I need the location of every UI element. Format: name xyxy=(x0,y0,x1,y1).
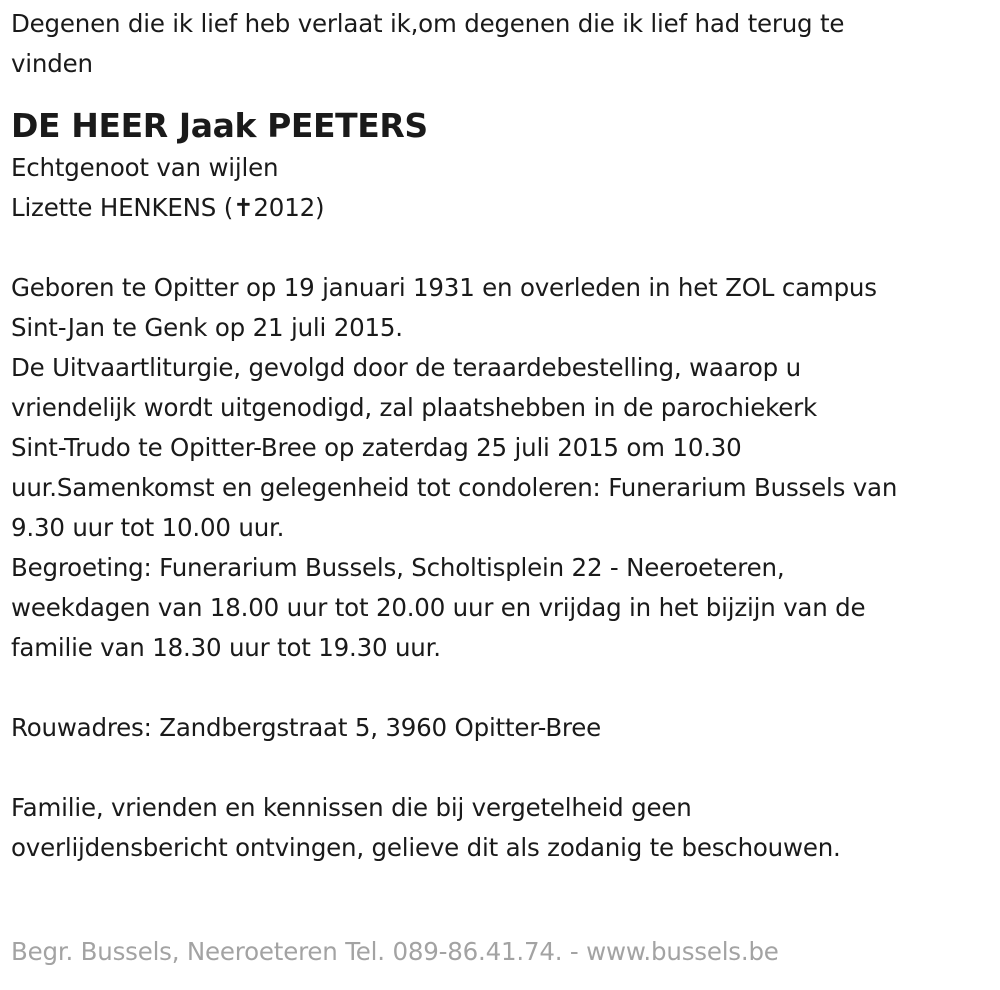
notice-line-2: overlijdensbericht ontvingen, gelieve dit als zodanig te beschouwen. xyxy=(11,833,841,862)
notice-line-1: Familie, vrienden en kennissen die bij vergetelheid geen xyxy=(11,793,692,822)
spouse-name: Lizette HENKENS ( xyxy=(11,193,234,222)
spouse-death-year: 2012) xyxy=(253,193,325,222)
body-line: uur.Samenkomst en gelegenheid tot condoleren: Funerarium Bussels van xyxy=(11,473,898,502)
spacer xyxy=(11,748,996,788)
spouse-line-2 xyxy=(11,188,996,228)
obituary-notice xyxy=(11,4,996,868)
body-line: Geboren te Opitter op 19 januari 1931 en overleden in het ZOL campus xyxy=(11,273,877,302)
body-line: Sint-Jan te Genk op 21 juli 2015. xyxy=(11,313,403,342)
body-line: 9.30 uur tot 10.00 uur. xyxy=(11,513,285,542)
mourning-address: Rouwadres: Zandbergstraat 5, 3960 Opitter-Bree xyxy=(11,713,602,742)
body-line: weekdagen van 18.00 uur tot 20.00 uur en vrijdag in het bijzijn van de xyxy=(11,593,866,622)
body-line: vriendelijk wordt uitgenodigd, zal plaatshebben in de parochiekerk xyxy=(11,393,818,422)
funeral-home-footer: Begr. Bussels, Neeroeteren Tel. 089-86.41.74. - www.bussels.be xyxy=(11,937,779,966)
body-line: De Uitvaartliturgie, gevolgd door de teraardebestelling, waarop u xyxy=(11,353,801,382)
motto-line-1: Degenen die ik lief heb verlaat ik,om degenen die ik lief had terug te xyxy=(11,9,845,38)
body-line: Sint-Trudo te Opitter-Bree op zaterdag 25 juli 2015 om 10.30 xyxy=(11,433,742,462)
spacer xyxy=(11,228,996,268)
body-line: Begroeting: Funerarium Bussels, Scholtisplein 22 - Neeroeteren, xyxy=(11,553,785,582)
motto-line-2: vinden xyxy=(11,49,93,78)
cross-icon: ✝ xyxy=(233,193,254,222)
deceased-name: DE HEER Jaak PEETERS xyxy=(11,106,428,145)
body-line: familie van 18.30 uur tot 19.30 uur. xyxy=(11,633,441,662)
spouse-line-1: Echtgenoot van wijlen xyxy=(11,153,279,182)
spacer xyxy=(11,668,996,708)
